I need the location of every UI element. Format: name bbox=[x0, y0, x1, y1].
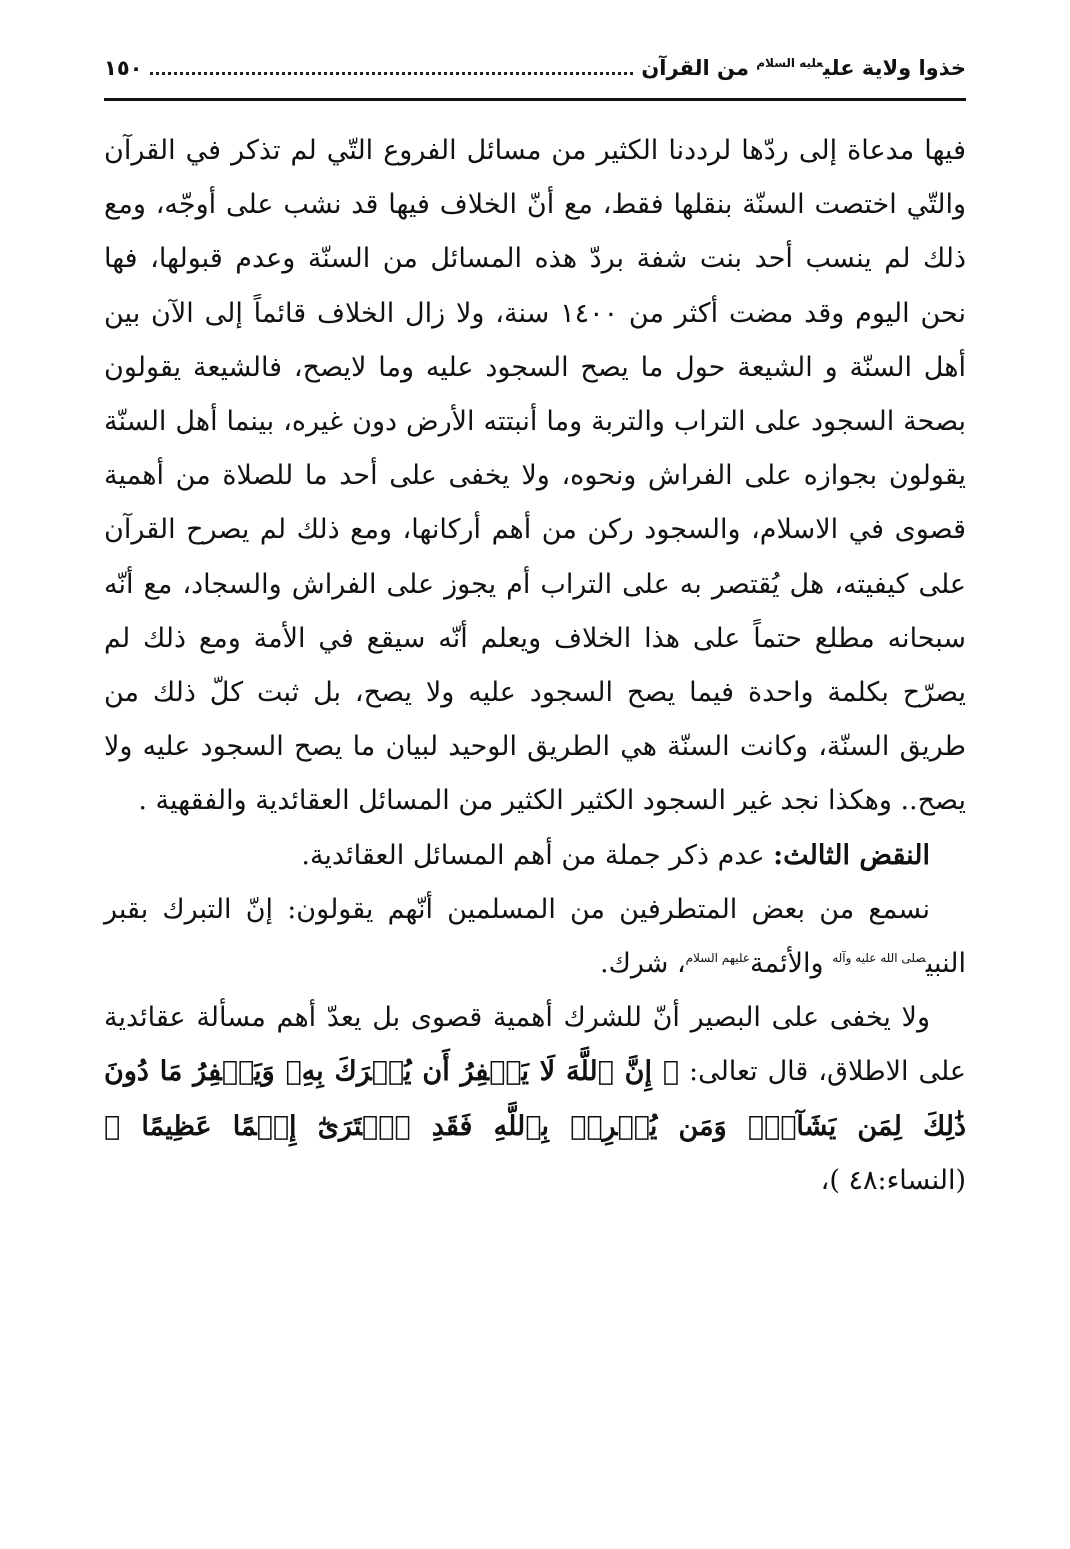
paragraph-4-text: ولا يخفى على البصير أنّ للشرك أهمية قصوى بل يعدّ أهم مسألة عقائدية على الاطلاق، قال تعالى: bbox=[104, 1002, 967, 1088]
section-text: عدم ذكر جملة من أهم المسائل العقائدية. bbox=[301, 839, 765, 871]
paragraph-4 bbox=[104, 991, 966, 1208]
leader-dots bbox=[150, 72, 633, 75]
paragraph-3-part-a: نسمع من بعض المتطرفين من المسلمين أنّهم يقولون: إنّ التبرك بقبر النبي bbox=[104, 893, 966, 980]
running-title bbox=[641, 56, 966, 80]
paragraph-3-part-c: ، شرك. bbox=[600, 948, 686, 980]
verse-reference: (النساء:٤٨ )، bbox=[820, 1164, 966, 1196]
honorific-ali: عليه السلام bbox=[756, 56, 824, 70]
page-number: ١٥٠ bbox=[104, 56, 143, 80]
header-rule bbox=[104, 98, 966, 101]
paragraph-3 bbox=[104, 883, 966, 991]
running-title-suffix: من القرآن bbox=[641, 56, 749, 80]
paragraph-2 bbox=[104, 829, 966, 883]
paragraph-1: فيها مدعاة إلى ردّها لرددنا الكثير من مسائل الفروع التّي لم تذكر في القرآن والتّي اختصت السنّة بنقلها فقط، مع أنّ الخلاف فيها قد نشب على أوجّه، ومع ذلك لم ينسب أحد بنت شفة بردّ هذه المسائل من السنّة وعدم قبولها، فها نحن اليوم وقد مضت أكثر من ١٤٠٠ سنة، ولا زال الخلاف قائماً إلى الآن بين أهل السنّة و الشيعة حول ما يصح السجود عليه وما لايصح، فالشيعة يقولون بصحة السجود على التراب والتربة وما أنبتته الأرض دون غيره، بينما أهل السنّة يقولون بجوازه على الفراش ونحوه، ولا يخفى على أحد ما للصلاة من أهمية قصوى في الاسلام، والسجود ركن من أهم أركانها، ومع ذلك لم يصرح القرآن على كيفيته، هل يُقتصر به على التراب أم يجوز على الفراش والسجاد، مع أنّه سبحانه مطلع حتماً على هذا الخلاف ويعلم أنّه سيقع في الأمة ومع ذلك لم يصرّح بكلمة واحدة فيما يصح السجود عليه ولا يصح، بل ثبت كلّ ذلك من طريق السنّة، وكانت السنّة هي الطريق الوحيد لبيان ما يصح السجود عليه ولا يصح.. وهكذا نجد غير السجود الكثير الكثير من المسائل العقائدية والفقهية . bbox=[104, 135, 966, 817]
running-title-main: خذوا ولاية علي bbox=[823, 56, 966, 80]
quran-verse: ﴿ إِنَّ ٱللَّهَ لَا يَغۡفِرُ أَن يُشۡرَكَ بِهِۦ وَيَغۡفِرُ مَا دُونَ ذَٰلِكَ لِمَن يَشَآءُۚ وَمَن يُشۡرِكۡ بِٱللَّهِ فَقَدِ ٱفۡتَرَىٰٓ إِثۡمًا عَظِيمًا ﴾ bbox=[104, 1056, 966, 1142]
running-header bbox=[104, 48, 966, 88]
body-text bbox=[104, 124, 966, 1208]
honorific-prophet: صلى الله عليه وآله bbox=[832, 951, 926, 966]
paragraph-3-part-b: والأئمة bbox=[750, 948, 824, 980]
section-label: النقض الثالث: bbox=[773, 839, 930, 871]
honorific-imams: عليهم السلام bbox=[685, 951, 751, 966]
